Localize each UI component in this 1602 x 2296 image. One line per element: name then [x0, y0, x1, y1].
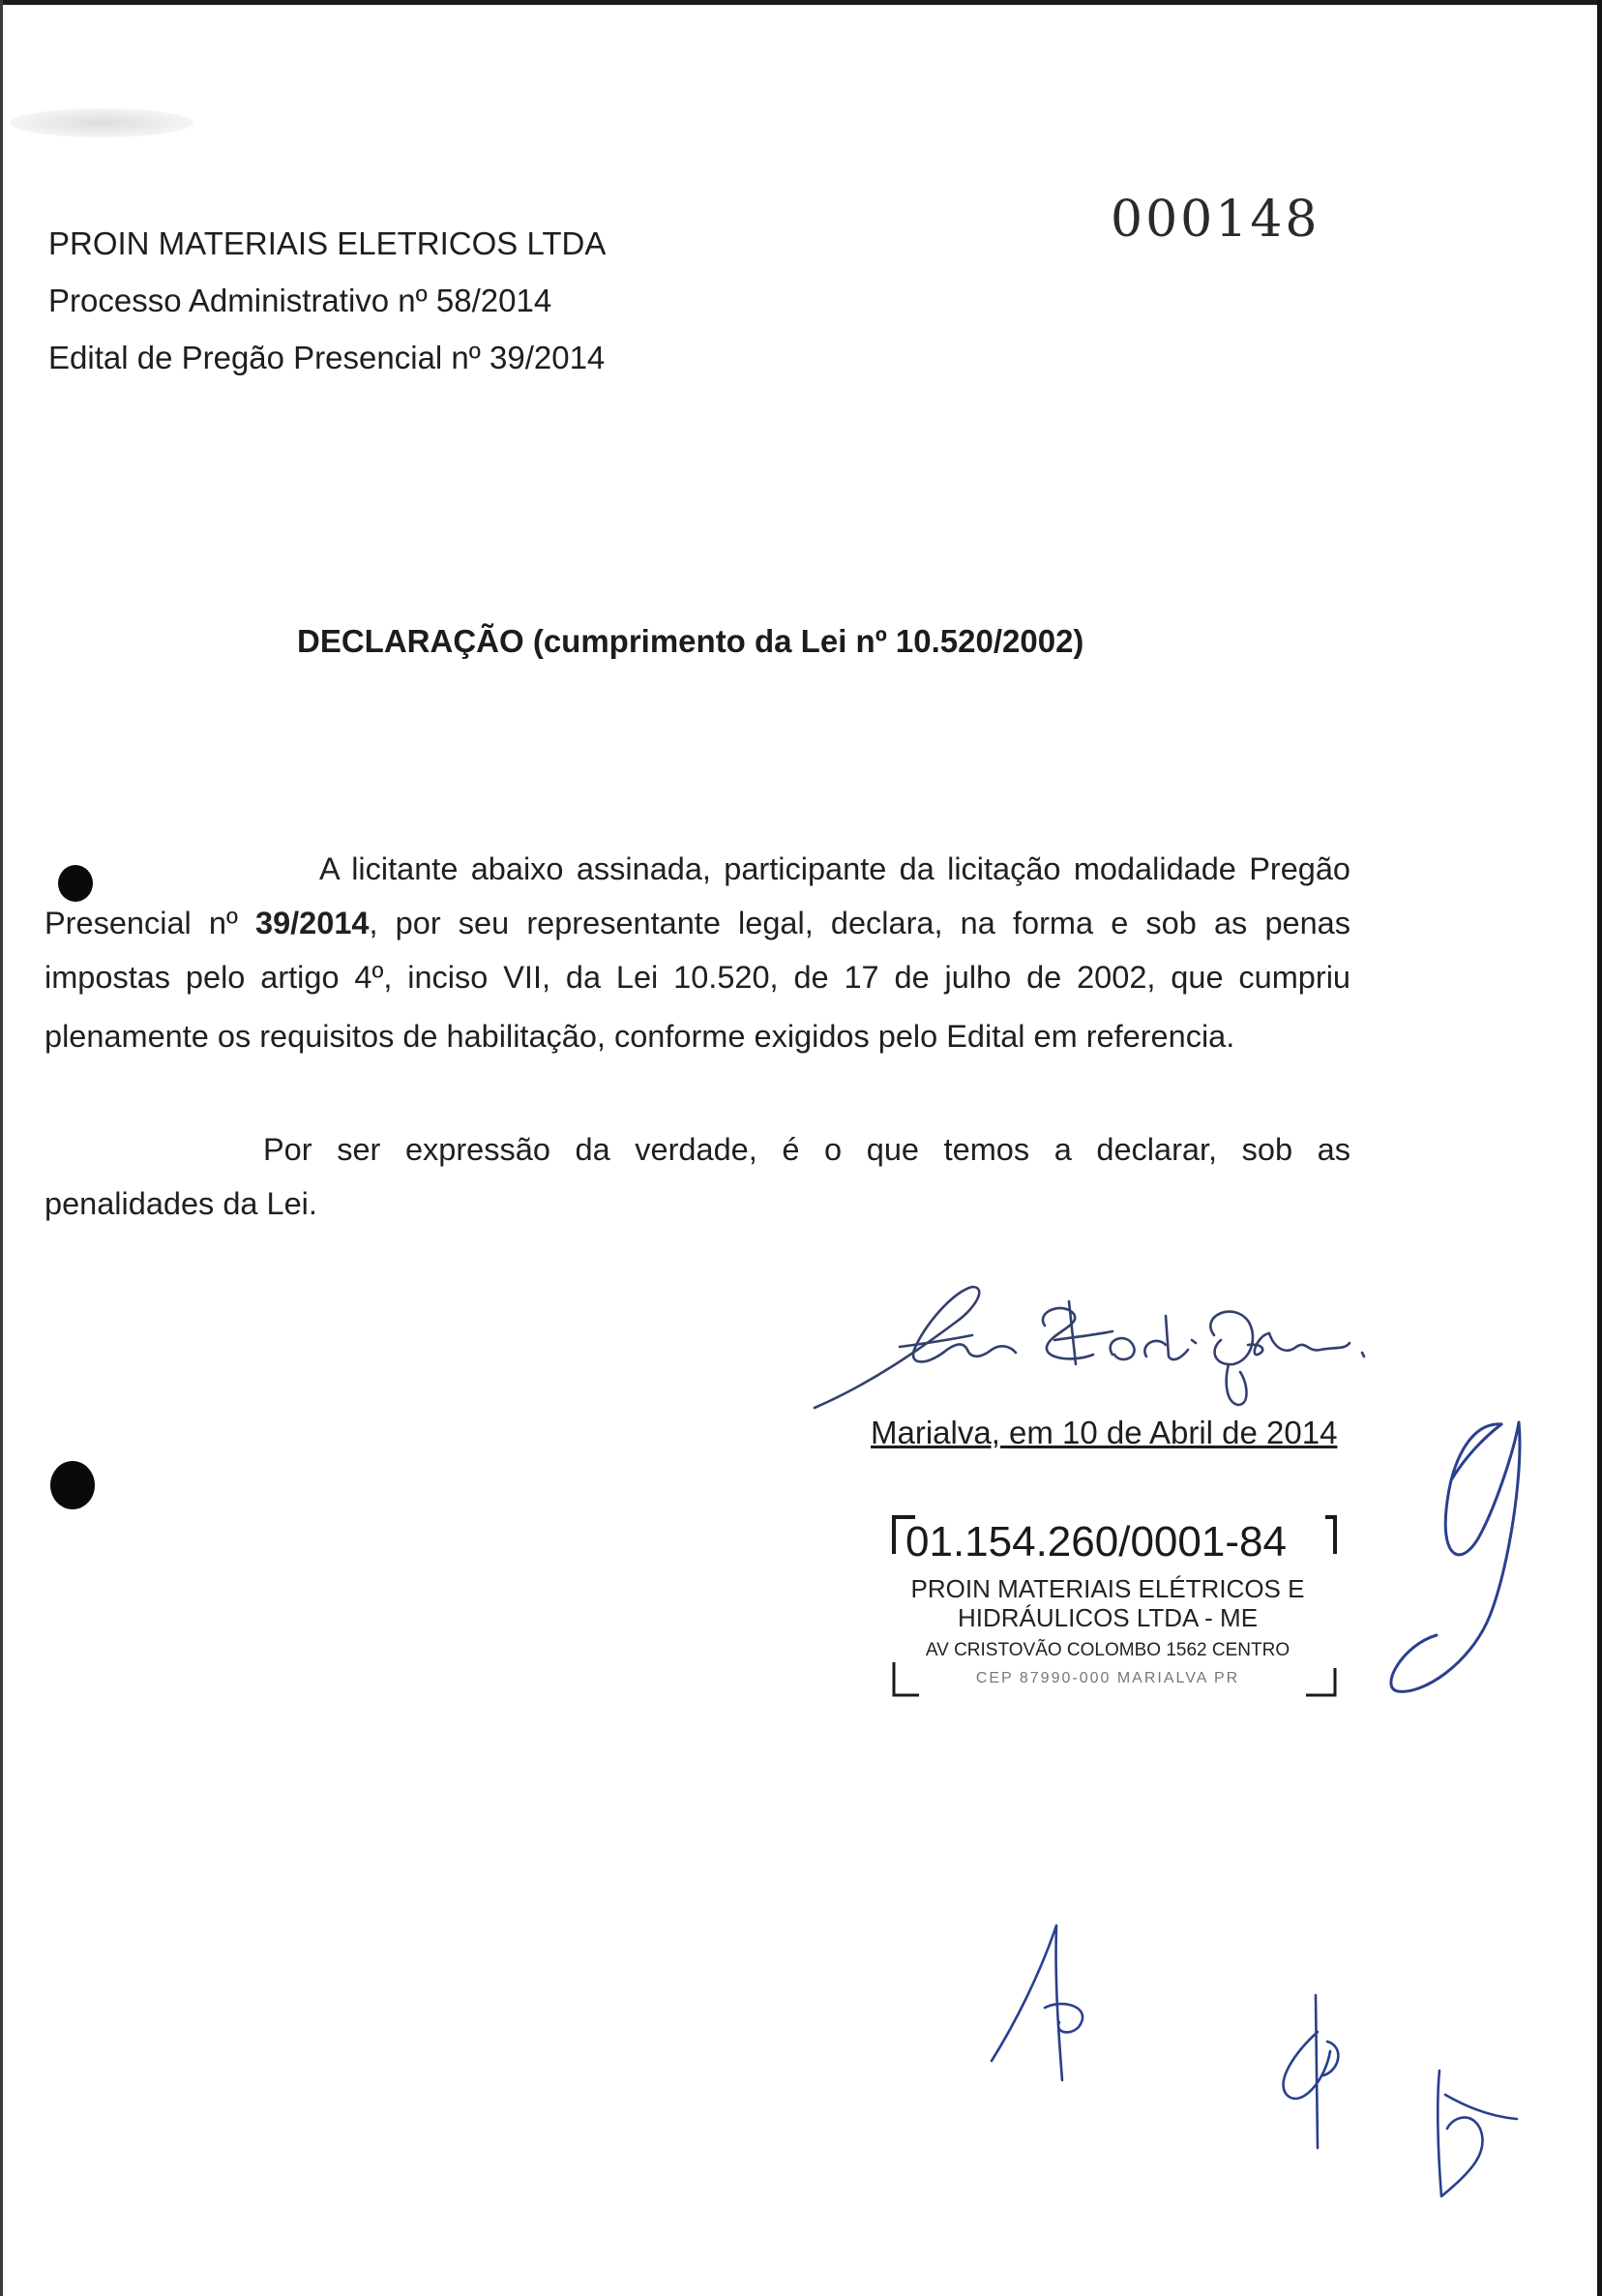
scan-right-edge: [1597, 0, 1602, 2296]
stamp-cnpj: 01.154.260/0001-84: [905, 1518, 1287, 1565]
representative-signature: [815, 1287, 1364, 1408]
margin-initial-large: [1391, 1422, 1520, 1691]
paragraph-1-line-2-prefix: Presencial nº: [44, 906, 255, 940]
paragraph-2-line-1: Por ser expressão da verdade, é o que temos a declarar, sob as: [263, 1132, 1350, 1167]
bottom-initials: [992, 1925, 1517, 2196]
edital-number-bold: 39/2014: [255, 906, 370, 940]
company-name: PROIN MATERIAIS ELETRICOS LTDA: [48, 225, 607, 261]
stamp-company-name-line-2: HIDRÁULICOS LTDA - ME: [957, 1603, 1259, 1632]
paragraph-1-line-2-suffix: , por seu representante legal, declara, na forma e sob as penas: [369, 906, 1350, 940]
stamp-company-name-line-1: PROIN MATERIAIS ELÉTRICOS E: [910, 1574, 1305, 1603]
paragraph-1-line-2: [44, 906, 1350, 941]
stamp-address: AV CRISTOVÃO COLOMBO 1562 CENTRO: [925, 1640, 1290, 1660]
document-title: DECLARAÇÃO (cumprimento da Lei nº 10.520/2002): [297, 623, 1084, 659]
edital-number: Edital de Pregão Presencial nº 39/2014: [48, 340, 606, 375]
stamp-cep-city: CEP 87990-000 MARIALVA PR: [975, 1670, 1240, 1686]
paragraph-2-line-2: penalidades da Lei.: [44, 1186, 317, 1221]
punch-hole-top: [58, 865, 93, 902]
paragraph-1-line-1: A licitante abaixo assinada, participante da licitação modalidade Pregão: [319, 851, 1350, 886]
scan-smudge: [10, 108, 193, 137]
location-date-line: Marialva, em 10 de Abril de 2014: [871, 1415, 1338, 1450]
scan-top-edge: [0, 0, 1602, 5]
paragraph-1-line-3: impostas pelo artigo 4º, inciso VII, da Lei 10.520, de 17 de julho de 2002, que cumpriu: [44, 960, 1350, 995]
page-number-stamp: 000148: [1111, 191, 1320, 249]
paragraph-1-line-4: plenamente os requisitos de habilitação, conforme exigidos pelo Edital em referencia.: [44, 1019, 1235, 1054]
punch-hole-bottom: [50, 1461, 95, 1509]
scan-left-edge: [0, 0, 3, 2296]
process-number: Processo Administrativo nº 58/2014: [48, 283, 552, 318]
